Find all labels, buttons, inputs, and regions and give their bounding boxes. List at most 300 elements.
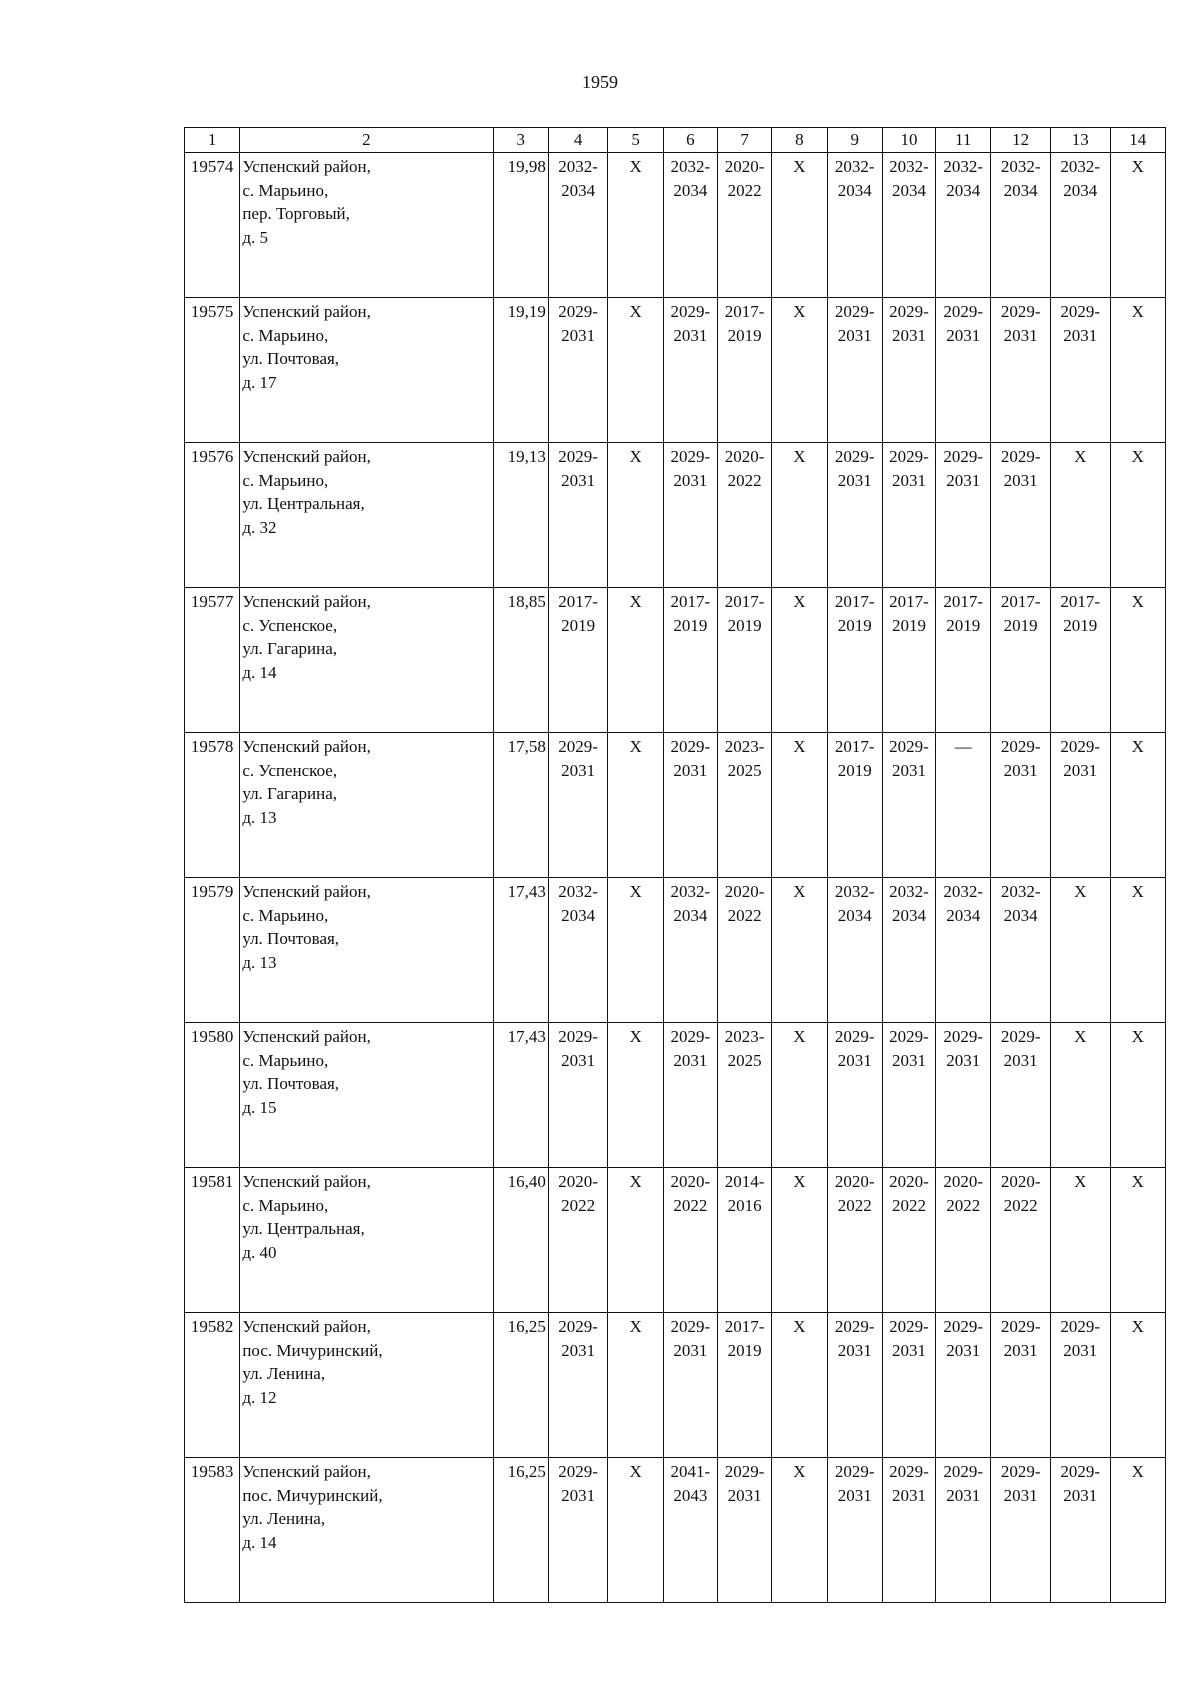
- period-cell-col-12: [991, 1022, 1051, 1167]
- area-cell: 18,85: [493, 587, 548, 732]
- period-cell-col-12: [991, 442, 1051, 587]
- period-cell-col-6: [663, 297, 717, 442]
- period-value: 2031: [561, 470, 596, 490]
- address-line: д. 13: [242, 953, 277, 973]
- period-value: 2032-: [1060, 156, 1101, 176]
- period-cell-col-11: [936, 732, 991, 877]
- period-cell-col-8: [772, 1167, 827, 1312]
- column-number-13: 13: [1050, 128, 1110, 153]
- period-cell-col-8: [772, 587, 827, 732]
- period-value: 2029-: [724, 1461, 765, 1481]
- period-cell-col-14: [1110, 297, 1165, 442]
- period-value: X: [1074, 1171, 1087, 1191]
- area-cell: 16,25: [493, 1457, 548, 1602]
- period-value: 2032-: [943, 156, 984, 176]
- period-value: 2019: [837, 760, 872, 780]
- period-value: 2020-: [724, 446, 765, 466]
- period-value: 2031: [673, 470, 708, 490]
- period-cell-col-6: [663, 1167, 717, 1312]
- period-cell-col-7: [717, 152, 771, 297]
- period-cell-col-4: [548, 1022, 608, 1167]
- period-value: 2031: [946, 1485, 981, 1505]
- address-line: д. 15: [242, 1098, 277, 1118]
- period-value: 2029-: [889, 1461, 929, 1481]
- period-cell-col-9: [827, 1022, 882, 1167]
- period-cell-col-6: [663, 877, 717, 1022]
- address-line: Успенский район,: [242, 591, 371, 611]
- period-value: 2032-: [834, 156, 875, 176]
- period-value: 2020-: [558, 1171, 598, 1191]
- period-cell-col-14: [1110, 152, 1165, 297]
- address-cell: [240, 1167, 493, 1312]
- column-number-11: 11: [936, 128, 991, 153]
- period-value: 2034: [837, 180, 872, 200]
- period-value: 2017-: [834, 736, 875, 756]
- period-value: X: [1131, 1171, 1144, 1191]
- period-cell-col-14: [1110, 1312, 1165, 1457]
- period-value: 2031: [673, 325, 708, 345]
- address-line: ул. Ленина,: [242, 1364, 326, 1384]
- column-number-7: 7: [717, 128, 771, 153]
- area-cell: 19,19: [493, 297, 548, 442]
- address-cell: [240, 1022, 493, 1167]
- period-value: 2031: [1003, 325, 1038, 345]
- address-cell: [240, 587, 493, 732]
- period-value: 2029-: [889, 301, 929, 321]
- period-value: 2016: [727, 1195, 762, 1215]
- period-cell-col-5: [608, 1312, 663, 1457]
- area-cell: 17,43: [493, 1022, 548, 1167]
- period-value: 2022: [561, 1195, 596, 1215]
- period-value: 2019: [946, 615, 981, 635]
- period-value: 2019: [1063, 615, 1098, 635]
- column-number-8: 8: [772, 128, 827, 153]
- period-cell-col-9: [827, 1312, 882, 1457]
- period-cell-col-12: [991, 1167, 1051, 1312]
- table-body: [185, 152, 1166, 1602]
- address-line: д. 12: [242, 1388, 277, 1408]
- row-number: 19578: [185, 732, 240, 877]
- period-value: 2022: [673, 1195, 708, 1215]
- period-value: 2034: [673, 180, 708, 200]
- address-line: ул. Почтовая,: [242, 929, 340, 949]
- period-value: 2029-: [889, 1026, 929, 1046]
- row-number: 19582: [185, 1312, 240, 1457]
- period-value: 2020-: [943, 1171, 984, 1191]
- period-cell-col-9: [827, 297, 882, 442]
- period-cell-col-7: [717, 297, 771, 442]
- period-value: X: [793, 156, 806, 176]
- period-value: 2031: [561, 1050, 596, 1070]
- period-value: 2031: [891, 760, 926, 780]
- period-value: 2029-: [670, 1316, 711, 1336]
- row-number: 19574: [185, 152, 240, 297]
- period-value: 2031: [837, 1485, 872, 1505]
- period-value: 2031: [891, 470, 926, 490]
- period-value: X: [629, 591, 642, 611]
- row-number: 19576: [185, 442, 240, 587]
- period-value: 2032-: [558, 156, 598, 176]
- period-value: —: [954, 736, 972, 756]
- address-line: с. Марьино,: [242, 1050, 329, 1070]
- period-value: X: [629, 301, 642, 321]
- period-cell-col-4: [548, 1457, 608, 1602]
- period-value: 2031: [1003, 1340, 1038, 1360]
- column-number-1: 1: [185, 128, 240, 153]
- period-value: 2029-: [834, 301, 875, 321]
- period-value: X: [629, 881, 642, 901]
- period-cell-col-14: [1110, 1167, 1165, 1312]
- address-line: д. 14: [242, 663, 277, 683]
- period-cell-col-14: [1110, 732, 1165, 877]
- address-line: пос. Мичуринский,: [242, 1340, 383, 1360]
- period-value: 2029-: [1000, 446, 1041, 466]
- period-cell-col-9: [827, 1167, 882, 1312]
- period-cell-col-5: [608, 1167, 663, 1312]
- period-value: 2031: [561, 760, 596, 780]
- period-cell-col-4: [548, 732, 608, 877]
- address-line: ул. Почтовая,: [242, 1074, 340, 1094]
- period-value: 2029-: [670, 446, 711, 466]
- period-value: 2031: [561, 1485, 596, 1505]
- period-value: 2029-: [558, 446, 598, 466]
- period-cell-col-10: [882, 1457, 935, 1602]
- period-value: X: [1131, 446, 1144, 466]
- period-value: 2022: [946, 1195, 981, 1215]
- period-cell-col-5: [608, 152, 663, 297]
- period-value: 2034: [891, 180, 926, 200]
- address-line: ул. Гагарина,: [242, 784, 338, 804]
- period-cell-col-10: [882, 442, 935, 587]
- period-value: 2019: [673, 615, 708, 635]
- period-value: 2029-: [943, 301, 984, 321]
- period-cell-col-7: [717, 732, 771, 877]
- address-line: ул. Ленина,: [242, 1509, 326, 1529]
- period-value: 2029-: [834, 1316, 875, 1336]
- period-value: 2019: [837, 615, 872, 635]
- period-cell-col-10: [882, 732, 935, 877]
- period-value: 2020-: [889, 1171, 929, 1191]
- period-value: 2017-: [1000, 591, 1041, 611]
- period-value: 2019: [891, 615, 926, 635]
- period-value: 2029-: [670, 301, 711, 321]
- period-value: 2032-: [1000, 156, 1041, 176]
- period-value: 2029-: [1000, 1316, 1041, 1336]
- period-value: X: [793, 881, 806, 901]
- column-number-10: 10: [882, 128, 935, 153]
- period-cell-col-7: [717, 1457, 771, 1602]
- period-value: X: [1131, 591, 1144, 611]
- period-value: X: [629, 1316, 642, 1336]
- address-line: Успенский район,: [242, 446, 371, 466]
- period-cell-col-10: [882, 877, 935, 1022]
- period-value: X: [793, 1171, 806, 1191]
- column-number-row: [185, 128, 1166, 153]
- period-cell-col-4: [548, 297, 608, 442]
- period-cell-col-14: [1110, 1457, 1165, 1602]
- period-cell-col-5: [608, 1457, 663, 1602]
- period-value: 2029-: [834, 1026, 875, 1046]
- period-value: 2031: [1003, 760, 1038, 780]
- period-value: 2020-: [670, 1171, 711, 1191]
- period-value: 2017-: [1060, 591, 1101, 611]
- period-value: 2041-: [670, 1461, 711, 1481]
- period-value: 2019: [727, 1340, 762, 1360]
- period-cell-col-4: [548, 587, 608, 732]
- period-value: X: [629, 1171, 642, 1191]
- address-line: Успенский район,: [242, 881, 371, 901]
- row-number: 19583: [185, 1457, 240, 1602]
- period-cell-col-6: [663, 587, 717, 732]
- period-value: 2031: [891, 1340, 926, 1360]
- period-value: 2020-: [724, 881, 765, 901]
- table-row: [185, 1312, 1166, 1457]
- period-value: 2020-: [1000, 1171, 1041, 1191]
- period-value: 2019: [727, 325, 762, 345]
- column-number-5: 5: [608, 128, 663, 153]
- period-value: 2029-: [889, 446, 929, 466]
- period-value: 2029-: [834, 1461, 875, 1481]
- period-value: 2029-: [558, 736, 598, 756]
- period-cell-col-12: [991, 732, 1051, 877]
- address-line: Успенский район,: [242, 736, 371, 756]
- period-cell-col-9: [827, 587, 882, 732]
- period-value: 2017-: [724, 591, 765, 611]
- period-cell-col-10: [882, 1167, 935, 1312]
- period-value: 2029-: [1060, 736, 1101, 756]
- table-row: [185, 152, 1166, 297]
- period-cell-col-13: [1050, 1457, 1110, 1602]
- period-value: 2017-: [943, 591, 984, 611]
- period-value: X: [629, 1026, 642, 1046]
- period-value: 2029-: [558, 301, 598, 321]
- address-line: Успенский район,: [242, 156, 371, 176]
- period-cell-col-7: [717, 1312, 771, 1457]
- address-line: с. Марьино,: [242, 905, 329, 925]
- period-value: 2025: [727, 1050, 762, 1070]
- area-cell: 17,58: [493, 732, 548, 877]
- period-cell-col-5: [608, 877, 663, 1022]
- period-value: 2029-: [558, 1316, 598, 1336]
- row-number: 19575: [185, 297, 240, 442]
- period-cell-col-12: [991, 152, 1051, 297]
- period-value: 2031: [837, 1340, 872, 1360]
- period-cell-col-11: [936, 1022, 991, 1167]
- period-value: 2029-: [1000, 736, 1041, 756]
- period-cell-col-11: [936, 1312, 991, 1457]
- period-value: 2043: [673, 1485, 708, 1505]
- period-value: 2034: [837, 905, 872, 925]
- period-value: 2031: [727, 1485, 762, 1505]
- table-row: [185, 442, 1166, 587]
- period-value: 2031: [1003, 1485, 1038, 1505]
- period-value: 2031: [946, 1050, 981, 1070]
- period-cell-col-4: [548, 442, 608, 587]
- period-cell-col-12: [991, 587, 1051, 732]
- period-cell-col-8: [772, 1457, 827, 1602]
- period-value: X: [629, 446, 642, 466]
- period-value: 2034: [946, 905, 981, 925]
- period-cell-col-8: [772, 152, 827, 297]
- table-row: [185, 1167, 1166, 1312]
- row-number: 19579: [185, 877, 240, 1022]
- address-line: с. Успенское,: [242, 615, 338, 635]
- period-value: 2031: [673, 1340, 708, 1360]
- row-number: 19580: [185, 1022, 240, 1167]
- period-value: 2019: [561, 615, 596, 635]
- period-cell-col-8: [772, 442, 827, 587]
- period-value: 2022: [727, 470, 762, 490]
- period-value: X: [1131, 1026, 1144, 1046]
- period-cell-col-6: [663, 1312, 717, 1457]
- period-cell-col-14: [1110, 442, 1165, 587]
- period-cell-col-13: [1050, 732, 1110, 877]
- address-cell: [240, 1457, 493, 1602]
- period-value: 2019: [727, 615, 762, 635]
- period-value: X: [793, 1316, 806, 1336]
- period-cell-col-4: [548, 1167, 608, 1312]
- period-value: 2029-: [834, 446, 875, 466]
- address-cell: [240, 877, 493, 1022]
- address-line: с. Марьино,: [242, 470, 329, 490]
- period-value: 2022: [1003, 1195, 1038, 1215]
- address-line: пер. Торговый,: [242, 204, 350, 224]
- period-cell-col-5: [608, 1022, 663, 1167]
- period-value: 2031: [837, 325, 872, 345]
- period-value: 2029-: [1000, 301, 1041, 321]
- period-value: 2022: [837, 1195, 872, 1215]
- period-value: 2029-: [670, 736, 711, 756]
- area-cell: 19,13: [493, 442, 548, 587]
- period-value: 2029-: [943, 1026, 984, 1046]
- row-number: 19581: [185, 1167, 240, 1312]
- address-line: пос. Мичуринский,: [242, 1485, 383, 1505]
- period-cell-col-6: [663, 152, 717, 297]
- period-value: X: [1131, 301, 1144, 321]
- address-line: ул. Почтовая,: [242, 349, 340, 369]
- period-cell-col-9: [827, 732, 882, 877]
- period-cell-col-4: [548, 1312, 608, 1457]
- period-cell-col-10: [882, 152, 935, 297]
- period-value: 2029-: [1060, 1461, 1101, 1481]
- page-number: 1959: [582, 72, 618, 92]
- period-value: X: [629, 156, 642, 176]
- period-cell-col-9: [827, 152, 882, 297]
- address-line: с. Успенское,: [242, 760, 338, 780]
- period-value: 2031: [837, 470, 872, 490]
- column-number-3: 3: [493, 128, 548, 153]
- period-value: 2032-: [889, 156, 929, 176]
- address-line: Успенский район,: [242, 1316, 371, 1336]
- period-cell-col-10: [882, 1312, 935, 1457]
- period-value: 2032-: [558, 881, 598, 901]
- address-cell: [240, 297, 493, 442]
- period-cell-col-4: [548, 152, 608, 297]
- period-value: X: [1131, 156, 1144, 176]
- period-value: 2031: [946, 1340, 981, 1360]
- period-value: 2029-: [670, 1026, 711, 1046]
- period-value: 2032-: [889, 881, 929, 901]
- period-cell-col-13: [1050, 877, 1110, 1022]
- area-cell: 17,43: [493, 877, 548, 1022]
- period-value: X: [1074, 881, 1087, 901]
- period-value: 2017-: [889, 591, 929, 611]
- period-value: 2034: [1003, 180, 1038, 200]
- period-value: 2031: [946, 325, 981, 345]
- address-line: ул. Гагарина,: [242, 639, 338, 659]
- period-cell-col-11: [936, 1457, 991, 1602]
- period-value: 2031: [891, 1050, 926, 1070]
- period-value: X: [793, 301, 806, 321]
- table-row: [185, 877, 1166, 1022]
- period-value: 2032-: [1000, 881, 1041, 901]
- period-value: 2031: [946, 470, 981, 490]
- period-value: 2031: [891, 325, 926, 345]
- period-cell-col-5: [608, 442, 663, 587]
- period-value: 2017-: [834, 591, 875, 611]
- period-value: 2029-: [1000, 1026, 1041, 1046]
- period-cell-col-5: [608, 587, 663, 732]
- period-value: 2031: [1063, 1485, 1098, 1505]
- area-cell: 16,25: [493, 1312, 548, 1457]
- address-line: д. 32: [242, 518, 277, 538]
- period-value: X: [629, 1461, 642, 1481]
- period-cell-col-7: [717, 1022, 771, 1167]
- period-value: 2022: [727, 180, 762, 200]
- address-line: с. Марьино,: [242, 325, 329, 345]
- period-cell-col-8: [772, 732, 827, 877]
- period-value: 2029-: [558, 1026, 598, 1046]
- period-value: X: [793, 1026, 806, 1046]
- period-cell-col-5: [608, 732, 663, 877]
- row-number: 19577: [185, 587, 240, 732]
- period-value: 2034: [1003, 905, 1038, 925]
- period-value: 2029-: [943, 1461, 984, 1481]
- period-value: 2032-: [943, 881, 984, 901]
- period-cell-col-14: [1110, 587, 1165, 732]
- period-value: 2031: [673, 760, 708, 780]
- period-cell-col-11: [936, 152, 991, 297]
- period-value: 2029-: [1060, 301, 1101, 321]
- period-cell-col-7: [717, 1167, 771, 1312]
- period-cell-col-14: [1110, 877, 1165, 1022]
- period-value: 2034: [673, 905, 708, 925]
- period-value: 2031: [561, 1340, 596, 1360]
- table-row: [185, 587, 1166, 732]
- address-cell: [240, 732, 493, 877]
- period-value: 2031: [673, 1050, 708, 1070]
- area-cell: 16,40: [493, 1167, 548, 1312]
- period-value: 2031: [1003, 470, 1038, 490]
- period-value: X: [1074, 446, 1087, 466]
- period-cell-col-11: [936, 442, 991, 587]
- period-value: 2031: [1063, 760, 1098, 780]
- period-value: 2034: [946, 180, 981, 200]
- period-cell-col-11: [936, 297, 991, 442]
- period-value: 2023-: [724, 736, 765, 756]
- period-cell-col-13: [1050, 1022, 1110, 1167]
- table-row: [185, 297, 1166, 442]
- period-value: 2017-: [724, 301, 765, 321]
- period-cell-col-12: [991, 1457, 1051, 1602]
- period-value: X: [793, 1461, 806, 1481]
- period-value: 2019: [1003, 615, 1038, 635]
- column-number-4: 4: [548, 128, 608, 153]
- period-cell-col-10: [882, 1022, 935, 1167]
- period-cell-col-13: [1050, 152, 1110, 297]
- period-value: 2017-: [724, 1316, 765, 1336]
- period-value: 2022: [727, 905, 762, 925]
